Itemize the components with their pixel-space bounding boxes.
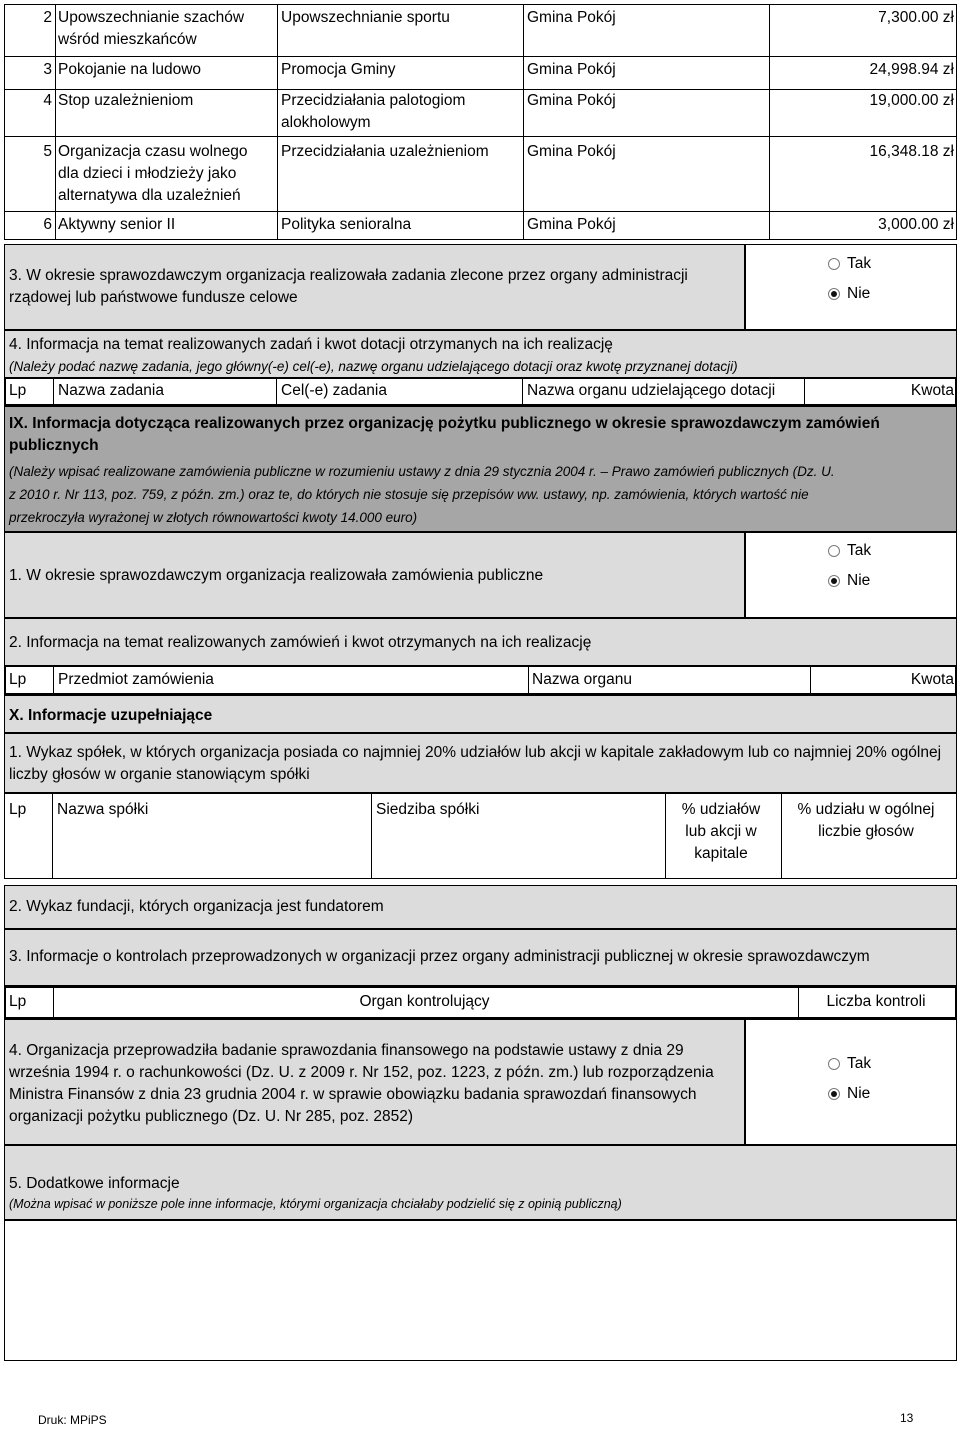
table-row-goal: Polityka senioralna	[281, 216, 412, 233]
x-q1-header-shares: % udziałów lub akcji w kapitale	[681, 801, 761, 862]
table-row-organ: Gmina Pokój	[527, 216, 616, 233]
x-q1-question-text: 1. Wykaz spółek, w których organizacja posiada co najmniej 20% udziałów lub akcji w kapitale zakładowym lub co najmniej 20% ogólnej liczby głosów w organie stanowiącym spółki	[9, 744, 942, 783]
radio-checked-icon[interactable]	[828, 575, 840, 587]
q3-option-tak[interactable]: Tak	[828, 249, 871, 279]
ix-q2-header-amount: Kwota	[910, 671, 954, 688]
section-ix-note-line: (Należy wpisać realizowane zamówienia publiczne w rozumieniu ustawy z dnia 29 stycznia 2004 r. – Prawo zamówień publicznych (Dz. U.	[9, 464, 835, 479]
x-q4-question-text: 4. Organizacja przeprowadziła badanie sprawozdania finansowego na podstawie ustawy z dnia 29 września 1994 r. o rachunkowości (Dz. U. z 2009 r. Nr 152, poz. 1223, z późn. zm.) lub rozporządzenia Ministra Finansów z dnia 23 grudnia 2004 r. w sprawie obowiązku badania sprawozdań finansowych organizacji pożytku publicznego (Dz. U. Nr 285, poz. 2852)	[9, 1042, 714, 1125]
radio-unchecked-icon[interactable]	[828, 258, 840, 270]
table-row-organ: Gmina Pokój	[527, 143, 616, 160]
q4-header-name: Nazwa zadania	[58, 382, 164, 399]
x-q3-question-text: 3. Informacje o kontrolach przeprowadzonych w organizacji przez organy administracji publicznej w okresie sprawozdawczym	[9, 948, 870, 965]
ix-q1-radio-group	[828, 536, 871, 596]
x-q1-header-lp: Lp	[9, 801, 27, 818]
x-q4-radio-group	[828, 1049, 871, 1109]
x-q1-header-name: Nazwa spółki	[57, 801, 149, 818]
x-q4-option-nie[interactable]: Nie	[828, 1079, 871, 1109]
table-row-lp: 3	[43, 61, 52, 78]
table-row-name: Stop uzależnieniom	[58, 92, 194, 109]
q4-header-amount: Kwota	[910, 382, 954, 399]
ix-q2-header-subject: Przedmiot zamówienia	[58, 671, 214, 688]
section-x-title: X. Informacje uzupełniające	[9, 707, 213, 724]
table-row-amount: 24,998.94 zł	[869, 61, 954, 78]
table-row-lp: 5	[43, 143, 52, 160]
table-row-goal: Przecidziałania palotogiom alokholowym	[281, 92, 466, 131]
table-row-name: Aktywny senior II	[58, 216, 176, 233]
table-row-goal: Promocja Gminy	[281, 61, 396, 78]
table-row-goal: Upowszechnianie sportu	[281, 9, 450, 26]
section-ix-note-line: przekroczyła wyrażonej w złotych równowartości kwoty 14.000 euro)	[9, 510, 418, 525]
x-q1-header-seat: Siedziba spółki	[376, 801, 480, 818]
radio-unchecked-icon[interactable]	[828, 1058, 840, 1070]
section-ix-title: IX. Informacja dotycząca realizowanych przez organizację pożytku publicznego w okresie sprawozdawczym zamówień publicznych	[9, 415, 880, 454]
ix-q2-header-lp: Lp	[9, 671, 27, 688]
q4-title: 4. Informacja na temat realizowanych zadań i kwot dotacji otrzymanych na ich realizację	[9, 336, 613, 353]
footer-print-info: Druk: MPiPS	[38, 1413, 107, 1427]
x-q3-header-count: Liczba kontroli	[826, 993, 926, 1010]
ix-q2-header-organ: Nazwa organu	[532, 671, 632, 688]
q4-header-lp: Lp	[9, 382, 27, 399]
q4-header-organ: Nazwa organu udzielającego dotacji	[527, 382, 776, 399]
table-row-name: Upowszechnianie szachów wśród mieszkańców	[58, 9, 245, 48]
q3-option-nie[interactable]: Nie	[828, 279, 871, 309]
table-row-lp: 6	[43, 216, 52, 233]
x-q1-header-votes: % udziału w ogólnej liczbie głosów	[797, 801, 935, 840]
table-row-organ: Gmina Pokój	[527, 92, 616, 109]
table-row-amount: 3,000.00 zł	[878, 216, 954, 233]
ix-q2-title: 2. Informacja na temat realizowanych zamówień i kwot otrzymanych na ich realizację	[9, 634, 592, 651]
table-row-lp: 4	[43, 92, 52, 109]
x-q5-note: (Można wpisać w poniższe pole inne informacje, którymi organizacja chciałaby podzielić się z opinią publiczną)	[9, 1197, 622, 1211]
x-q4-option-tak[interactable]: Tak	[828, 1049, 871, 1079]
ix-q1-option-tak[interactable]: Tak	[828, 536, 871, 566]
radio-checked-icon[interactable]	[828, 1088, 840, 1100]
section-ix-note-line: z 2010 r. Nr 113, poz. 759, z późn. zm.) oraz te, do których nie stosuje się przepisów ww. ustawy, np. zamówienia, których wartość nie	[9, 487, 809, 502]
radio-unchecked-icon[interactable]	[828, 545, 840, 557]
q4-note: (Należy podać nazwę zadania, jego główny(-e) cel(-e), nazwę organu udzielającego dotacji oraz kwotę przyznanej dotacji)	[9, 359, 738, 374]
ix-q1-question-text: 1. W okresie sprawozdawczym organizacja realizowała zamówienia publiczne	[9, 567, 544, 584]
q3-question-text: 3. W okresie sprawozdawczym organizacja realizowała zadania zlecone przez organy administracji rządowej lub państwowe fundusze celowe	[9, 267, 688, 306]
table-row-organ: Gmina Pokój	[527, 9, 616, 26]
x-q5-textarea[interactable]	[4, 1220, 957, 1361]
table-row-name: Organizacja czasu wolnego dla dzieci i młodzieży jako alternatywa dla uzależnień	[58, 143, 248, 204]
q3-radio-group	[828, 249, 871, 309]
table-row-amount: 16,348.18 zł	[869, 143, 954, 160]
x-q5-title: 5. Dodatkowe informacje	[9, 1175, 180, 1192]
footer-page-number: 13	[900, 1411, 914, 1425]
x-q2-question-text: 2. Wykaz fundacji, których organizacja jest fundatorem	[9, 898, 384, 915]
ix-q1-option-nie[interactable]: Nie	[828, 566, 871, 596]
table-row-amount: 7,300.00 zł	[878, 9, 954, 26]
x-q3-header-lp: Lp	[9, 993, 27, 1010]
table-row-goal: Przecidziałania uzależnieniom	[281, 143, 489, 160]
table-row-lp: 2	[43, 9, 52, 26]
table-row-organ: Gmina Pokój	[527, 61, 616, 78]
q4-header-goal: Cel(-e) zadania	[281, 382, 387, 399]
table-row-name: Pokojanie na ludowo	[58, 61, 202, 78]
x-q3-header-organ: Organ kontrolujący	[359, 993, 490, 1010]
radio-checked-icon[interactable]	[828, 288, 840, 300]
table-row-amount: 19,000.00 zł	[869, 92, 954, 109]
